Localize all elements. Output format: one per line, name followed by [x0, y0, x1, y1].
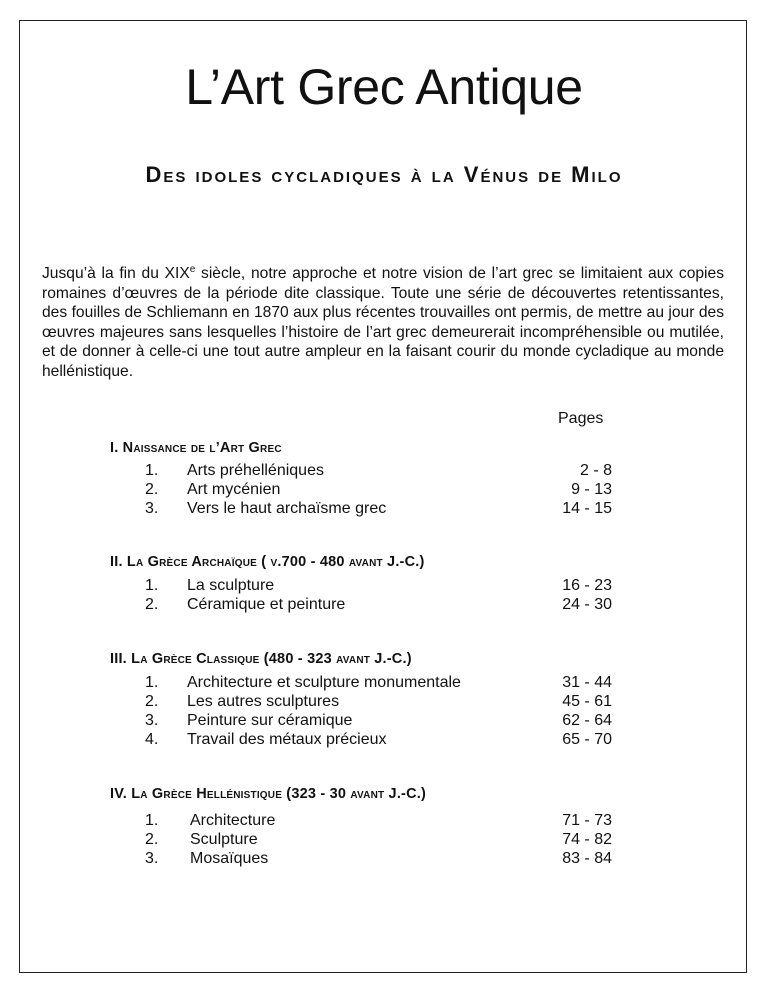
entry-label: La sculpture — [187, 577, 275, 594]
entry-pages: 45 - 61 — [562, 693, 612, 710]
entry-label: Peinture sur céramique — [187, 712, 353, 729]
entry-pages: 74 - 82 — [562, 831, 612, 848]
entry-label: Architecture et sculpture monumentale — [187, 674, 461, 691]
entry-number: 1. — [145, 812, 159, 829]
toc-entry[interactable] — [145, 461, 612, 480]
pages-column-header: Pages — [558, 410, 604, 427]
entry-number: 2. — [145, 596, 159, 613]
toc-entry[interactable] — [145, 730, 612, 749]
entry-pages: 14 - 15 — [562, 500, 612, 517]
entry-number: 2. — [145, 693, 159, 710]
entry-label: Céramique et peinture — [187, 596, 346, 613]
section-heading-3: III. La Grèce Classique (480 - 323 avant J.-C.) — [110, 651, 412, 667]
entry-number: 1. — [145, 462, 159, 479]
entry-pages: 83 - 84 — [562, 850, 612, 867]
toc-entry[interactable] — [145, 692, 612, 711]
toc-entry[interactable] — [145, 849, 612, 868]
entry-pages: 62 - 64 — [562, 712, 612, 729]
entry-number: 2. — [145, 481, 159, 498]
intro-paragraph — [42, 264, 724, 381]
entry-label: Vers le haut archaïsme grec — [187, 500, 387, 517]
entry-pages: 16 - 23 — [562, 577, 612, 594]
entry-number: 3. — [145, 500, 159, 517]
entry-pages: 24 - 30 — [562, 596, 612, 613]
entry-label: Architecture — [190, 812, 276, 829]
intro-superscript: e — [189, 264, 196, 275]
intro-text-start: Jusqu’à la fin du XIX — [42, 265, 190, 282]
section-heading-2: II. La Grèce Archaïque ( v.700 - 480 avant J.-C.) — [110, 554, 425, 570]
entry-label: Art mycénien — [187, 481, 281, 498]
document-title: L’Art Grec Antique — [185, 59, 583, 115]
entry-label: Les autres sculptures — [187, 693, 340, 710]
section-heading-1: I. Naissance de l’Art Grec — [110, 440, 282, 456]
toc-entry[interactable] — [145, 499, 612, 518]
entry-number: 4. — [145, 731, 159, 748]
toc-entry[interactable] — [145, 595, 612, 614]
toc-entry[interactable] — [145, 576, 612, 595]
entry-number: 1. — [145, 577, 159, 594]
entry-number: 1. — [145, 674, 159, 691]
section-items-4 — [145, 811, 612, 868]
section-items-1 — [145, 461, 612, 518]
section-heading-4: IV. La Grèce Hellénistique (323 - 30 avant J.-C.) — [110, 786, 427, 802]
entry-label: Arts préhelléniques — [187, 462, 324, 479]
intro-text-rest: siècle, notre approche et notre vision de l’art grec se limitaient aux copies romaines d’œuvres de la période dite classique. Toute une série de découvertes retentissantes, des fouilles de Schliemann en 1870 aux plus récentes trouvailles ont permis, de mettre au jour des œuvres majeures sans lesquelles l’histoire de l’art grec demeurerait incompréhensible ou mutilée, et de donner à celle-ci une tout autre ampleur en la faisant courir du monde cycladique au monde hellénistique. — [42, 265, 724, 380]
entry-pages: 71 - 73 — [562, 812, 612, 829]
entry-number: 3. — [145, 712, 159, 729]
entry-number: 3. — [145, 850, 159, 867]
entry-number: 2. — [145, 831, 159, 848]
entry-pages: 65 - 70 — [562, 731, 612, 748]
entry-label: Sculpture — [190, 831, 258, 848]
entry-pages: 2 - 8 — [579, 462, 612, 479]
entry-pages: 31 - 44 — [562, 674, 612, 691]
toc-entry[interactable] — [145, 811, 612, 830]
toc-entry[interactable] — [145, 830, 612, 849]
section-items-2 — [145, 576, 612, 614]
entry-label: Mosaïques — [190, 850, 269, 867]
entry-label: Travail des métaux précieux — [187, 731, 387, 748]
toc-entry[interactable] — [145, 480, 612, 499]
document-subtitle: Des idoles cycladiques à la Vénus de Milo — [145, 162, 623, 187]
section-items-3 — [145, 673, 612, 749]
entry-pages: 9 - 13 — [571, 481, 612, 498]
toc-entry[interactable] — [145, 673, 612, 692]
toc-entry[interactable] — [145, 711, 612, 730]
